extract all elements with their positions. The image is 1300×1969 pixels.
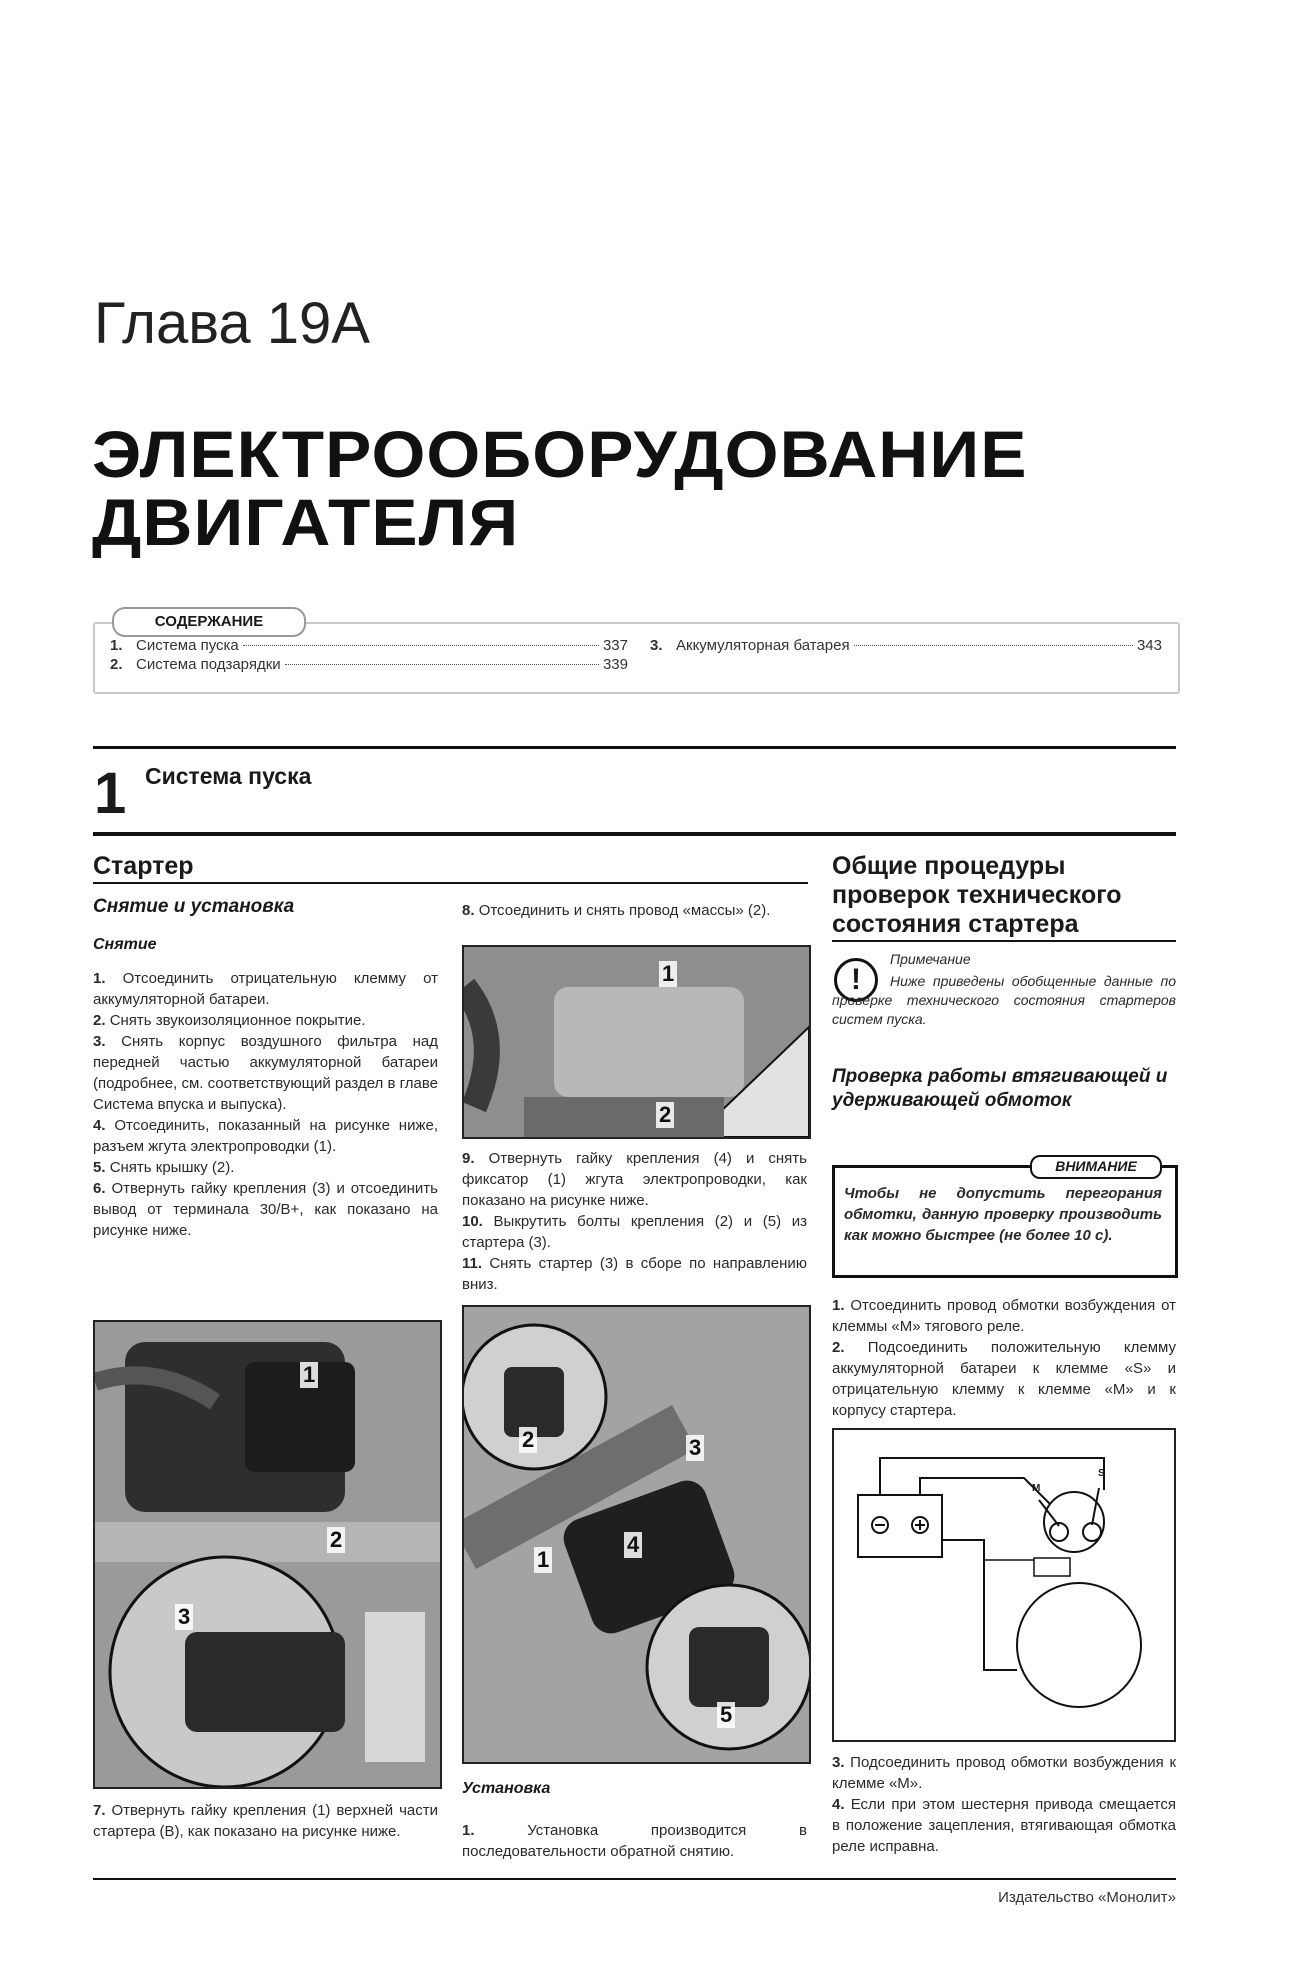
step-item: 4. Если при этом шестерня привода смещается в положение зацепления, втягивающая обмотка реле исправна. — [832, 1796, 1176, 1855]
note-text: Ниже приведены обобщенные данные по проверке технического состояния стартеров систем пуска. — [832, 973, 1176, 1027]
procedures-rule — [832, 940, 1176, 942]
wiring-diagram — [832, 1428, 1176, 1742]
section-number: 1 — [94, 761, 127, 826]
step7-text: 7. Отвернуть гайку крепления (1) верхней части стартера (В), как показано на рисунке ниже. — [93, 1802, 439, 1840]
exclamation-icon: ! — [834, 958, 878, 1002]
figure-ground-wire — [462, 945, 811, 1139]
warning-label: ВНИМАНИЕ — [1030, 1155, 1162, 1179]
step-item: 1. Отсоединить провод обмотки возбуждения от клеммы «М» тягового реле. — [832, 1297, 1176, 1335]
chapter-title-line2: ДВИГАТЕЛЯ — [92, 485, 520, 559]
step-item: 2. Подсоединить положительную клемму аккумуляторной батареи к клемме «S» и отрицательную клемму к клемме «М» и к корпусу стартера. — [832, 1339, 1177, 1419]
figure-label: 5 — [717, 1702, 735, 1728]
step-item: 2. Снять звукоизоляционное покрытие. — [93, 1012, 366, 1029]
step-item: 5. Снять крышку (2). — [93, 1159, 235, 1176]
step-item: 4. Отсоединить, показанный на рисунке ниже, разъем жгута электропроводки (1). — [93, 1117, 438, 1155]
figure-starter-connector — [93, 1320, 442, 1789]
removal-steps-col2 — [462, 1148, 807, 1295]
check-steps-a — [832, 1295, 1176, 1421]
step-item: 10. Выкрутить болты крепления (2) и (5) из стартера (3). — [462, 1213, 807, 1251]
removal-steps-col1 — [93, 968, 438, 1241]
step-item: 9. Отвернуть гайку крепления (4) и снять фиксатор (1) жгута электропроводки, как показано на рисунке ниже. — [462, 1150, 807, 1209]
publisher-footer: Издательство «Монолит» — [998, 1889, 1176, 1906]
terminal-s-label: S — [1098, 1468, 1105, 1479]
chapter-title — [92, 417, 1028, 559]
chapter-label: Глава 19А — [94, 291, 370, 356]
starter-rule — [93, 882, 808, 884]
install-heading: Установка — [462, 1780, 551, 1797]
figure-label: 2 — [519, 1427, 537, 1453]
toc-leader — [285, 664, 599, 665]
step-item: 1. Отсоединить отрицательную клемму от аккумуляторной батареи. — [93, 970, 438, 1008]
figure-label: 2 — [656, 1102, 674, 1128]
check-steps-b — [832, 1752, 1176, 1857]
figure-label: 3 — [175, 1604, 193, 1630]
terminal-m-label: М — [1032, 1483, 1041, 1494]
figure-ground-wire-drawing — [464, 947, 809, 1137]
toc-heading: СОДЕРЖАНИЕ — [112, 607, 306, 637]
toc-column-left — [110, 637, 628, 673]
figure-starter-bolts — [462, 1305, 811, 1764]
figure-label: 1 — [659, 961, 677, 987]
figure-label: 3 — [686, 1435, 704, 1461]
removal-heading: Снятие — [93, 936, 157, 953]
procedures-heading: Общие процедуры проверок технического состояния стартера — [832, 852, 1122, 938]
step-item: 11. Снять стартер (3) в сборе по направлению вниз. — [462, 1255, 807, 1293]
step-item: 6. Отвернуть гайку крепления (3) и отсоединить вывод от терминала 30/В+, как показано на рисунке ниже. — [93, 1180, 438, 1239]
figure-label: 4 — [624, 1532, 642, 1558]
warning-text: Чтобы не допустить перегорания обмотки, данную проверку производить как можно быстрее (не более 10 с). — [844, 1185, 1162, 1244]
figure-label: 1 — [534, 1547, 552, 1573]
step-item: 3. Подсоединить провод обмотки возбуждения к клемме «М». — [832, 1754, 1177, 1792]
section-rule-bottom — [93, 832, 1176, 836]
section-title: Система пуска — [145, 763, 312, 789]
install-step: 1. Установка производится в последовательности обратной снятию. — [462, 1822, 807, 1860]
figure-label: 2 — [327, 1527, 345, 1553]
toc-item[interactable]: 3. Аккумуляторная батарея 343 — [650, 637, 1162, 654]
toc-column-right — [650, 637, 1162, 654]
toc-item[interactable]: 2. Система подзарядки 339 — [110, 656, 628, 673]
figure-label: 1 — [300, 1362, 318, 1388]
removal-install-heading: Снятие и установка — [93, 896, 295, 917]
figure-starter-connector-drawing — [95, 1322, 440, 1787]
toc-leader — [243, 645, 599, 646]
check-heading: Проверка работы втягивающей и удерживающей обмоток — [832, 1066, 1168, 1111]
chapter-title-line1: ЭЛЕКТРООБОРУДОВАНИЕ — [92, 417, 1028, 491]
footer-rule — [93, 1878, 1176, 1880]
section-rule-top — [93, 746, 1176, 749]
toc-leader — [854, 645, 1133, 646]
note-block — [890, 950, 1176, 969]
note-label: Примечание — [890, 951, 971, 967]
toc-item[interactable]: 1. Система пуска 337 — [110, 637, 628, 654]
starter-heading: Стартер — [93, 852, 194, 880]
step-item: 3. Снять корпус воздушного фильтра над передней частью аккумуляторной батареи (подробнее, см. соответствующий раздел в главе Система впуска и выпуска). — [93, 1033, 439, 1113]
wiring-diagram-drawing — [834, 1430, 1174, 1740]
step8-text: 8. Отсоединить и снять провод «массы» (2). — [462, 902, 771, 919]
